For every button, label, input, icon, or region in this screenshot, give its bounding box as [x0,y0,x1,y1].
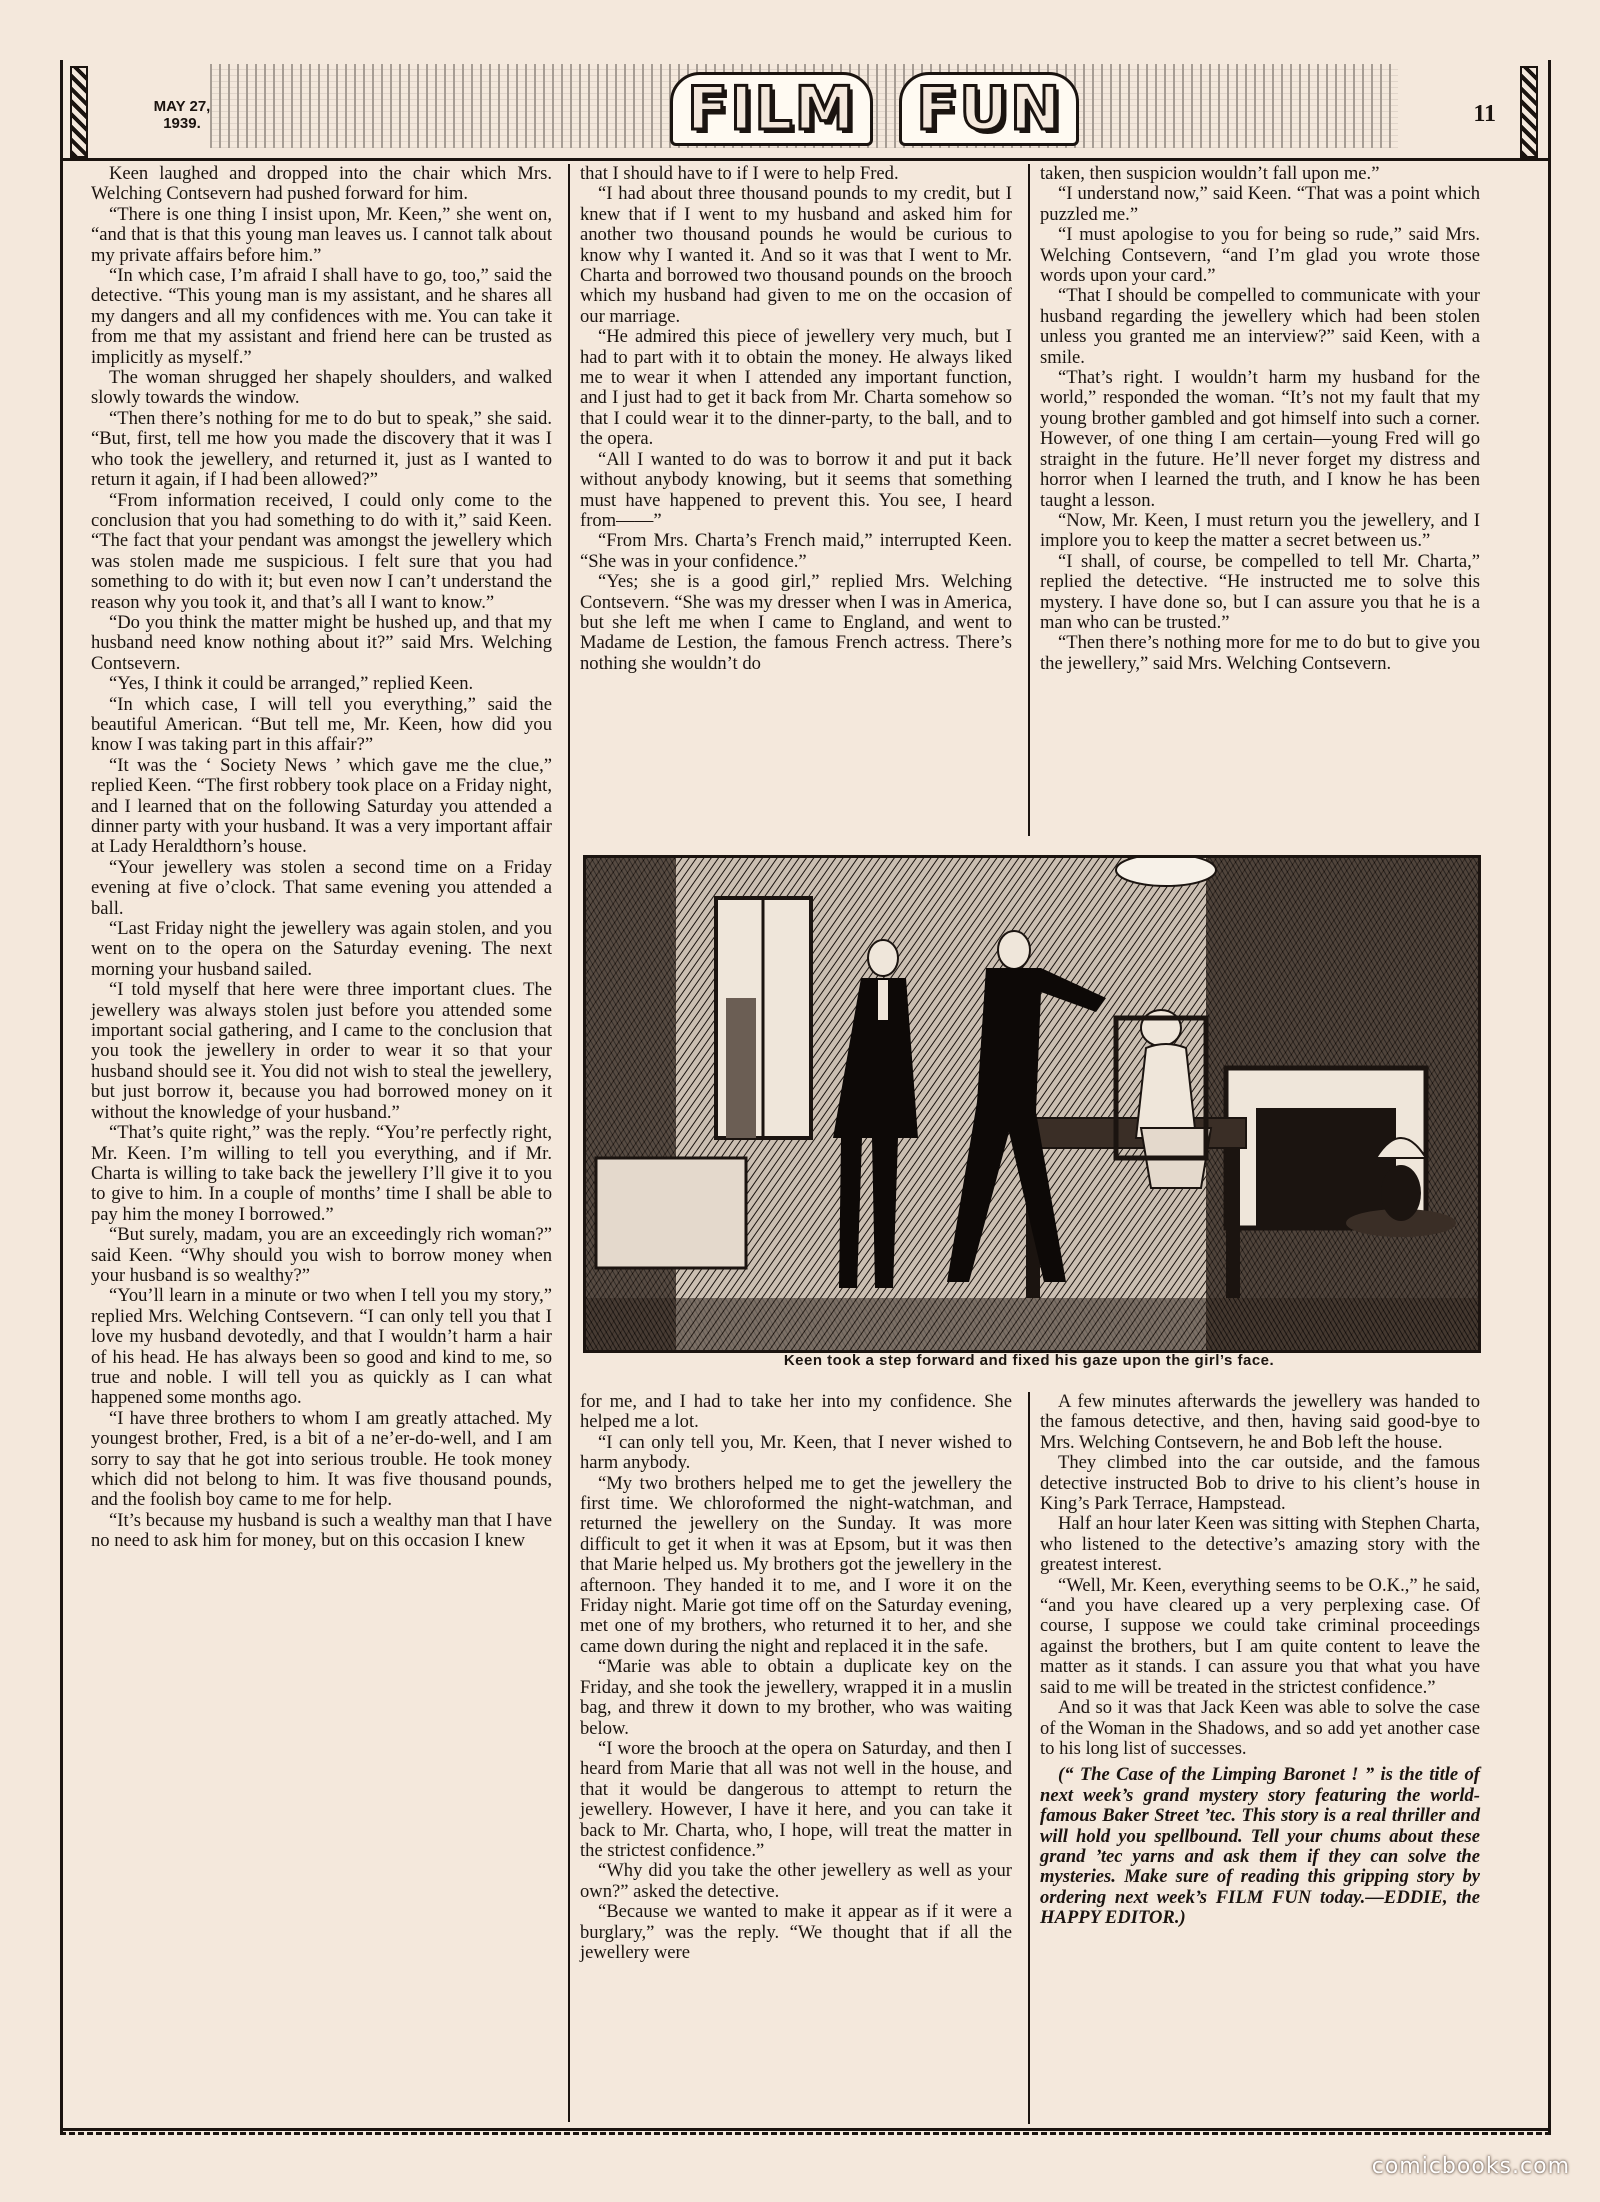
story-paragraph: “But surely, madam, you are an exceedingly rich woman?” said Keen. “Why should you wish to borrow money when your husband is so wealthy?” [91,1224,552,1286]
logo-word-film: FILM [670,72,873,146]
story-paragraph: “That’s right. I wouldn’t harm my husband for the world,” responded the woman. “It’s not my fault that my young brother gambled and got himself into such a corner. However, of one thing I am certain—young Fred will go straight in the future. He’ll never forget my distress and horror when I learned the truth, and I know he has been taught a lesson. [1040,367,1480,511]
story-paragraph: “Yes; she is a good girl,” replied Mrs. Welching Contsevern. “She was my dresser when I was in America, but she left me when I came to England, and went to Madame de Lestion, the famous French actress. There’s nothing she wouldn’t do [580,571,1012,674]
story-paragraph: “I can only tell you, Mr. Keen, that I never wished to harm anybody. [580,1431,1012,1474]
story-paragraph: A few minutes afterwards the jewellery was handed to the famous detective, and then, having said good-bye to Mrs. Welching Contsevern, he and Bob left the house. [1040,1391,1480,1453]
story-paragraph: taken, then suspicion wouldn’t fall upon me.” [1040,163,1380,184]
logo-word-fun: FUN [899,72,1079,146]
story-paragraph: “I shall, of course, be compelled to tell Mr. Charta,” replied the detective. “He instructed me to solve this mystery. I have done so, but I can assure you that he is a man who can be trusted.” [1040,550,1480,633]
story-paragraph: “That I should be compelled to communicate with your husband regarding the jewellery which had been stolen unless you granted me an interview?” said Keen, with a smile. [1040,285,1480,368]
illustration-caption: Keen took a step forward and fixed his gaze upon the girl’s face. [783,1352,1275,1369]
story-paragraph: “Your jewellery was stolen a second time on a Friday evening at five o’clock. That same evening you attended a ball. [91,856,552,919]
story-paragraph: “Why did you take the other jewellery as well as your own?” asked the detective. [580,1860,1012,1902]
issue-date-line1: MAY 27, [153,98,211,115]
story-paragraph: “Last Friday night the jewellery was again stolen, and you went on to the opera on the Saturday evening. The next morning your husband sailed. [91,918,552,980]
story-paragraph: “Now, Mr. Keen, I must return you the jewellery, and I implore you to keep the matter a secret between us.” [1040,509,1480,552]
story-paragraph: “There is one thing I insist upon, Mr. Keen,” she went on, “and that is that this young man leaves us. I cannot talk about my private affairs before him.” [91,203,552,266]
issue-date [122,98,242,132]
story-paragraph: “I had about three thousand pounds to my credit, but I knew that if I went to my husband and asked him for another two thousand pounds he would be curious to know why I wanted it. And so it was that I went to Mr. Charta and borrowed two thousand pounds on the brooch which my husband had given to me on the occasion of our marriage. [580,183,1012,327]
story-paragraph: The woman shrugged her shapely shoulders, and walked slowly towards the window. [91,367,552,409]
story-paragraph: “That’s quite right,” was the reply. “You’re perfectly right, Mr. Keen. I’m willing to tell you everything, and if Mr. Charta is willing to take back the jewellery I’ll give it to you to give to him. In a couple of months’ time I shall be able to pay him the money I borrowed.” [91,1122,552,1225]
story-paragraph: “You’ll learn in a minute or two when I tell you my story,” replied Mrs. Welching Contsevern. “I can only tell you that I love my husband devotedly, and that I wouldn’t harm a hair of his head. He has always been so good and kind to me, so true and noble. I will tell you as quickly as I can what happened some months ago. [91,1285,552,1409]
story-paragraph: “It’s because my husband is such a wealthy man that I have no need to ask him for money, but on this occasion I knew [91,1509,552,1552]
issue-date-line2: 1939. [163,115,201,132]
story-paragraph: “Because we wanted to make it appear as if it were a burglary,” was the reply. “We thought that if all the jewellery were [580,1901,1012,1963]
story-paragraph: “I must apologise to you for being so rude,” said Mrs. Welching Contsevern, “and I’m glad you wrote those words upon your card.” [1040,224,1480,287]
story-paragraph: “Then there’s nothing for me to do but to speak,” she said. “But, first, tell me how you made the discovery that it was I who took the jewellery, and returned it, just as I wanted to return it again, if I had been allowed?” [91,407,552,491]
story-column-3-bottom [1040,1392,1480,1929]
story-paragraph: “Then there’s nothing more for me to do but to give you the jewellery,” said Mrs. Welching Contsevern. [1040,632,1480,674]
story-column-2-top [580,164,1012,674]
story-column-2-bottom [580,1392,1012,1963]
story-paragraph: “Do you think the matter might be hushed up, and that my husband need know nothing about it?” said Mrs. Welching Contsevern. [91,611,552,674]
story-paragraph: “All I wanted to do was to borrow it and put it back without anybody knowing, but it seems that something must have happened to prevent this. You see, I heard from——” [580,448,1012,531]
story-paragraph: “I have three brothers to whom I am greatly attached. My youngest brother, Fred, is a bit of a ne’er-do-well, and I am sorry to say that he got into serious trouble. He took money which did not belong to him. It was five thousand pounds, and the foolish boy came to me for help. [91,1407,552,1511]
story-paragraph: “He admired this piece of jewellery very much, but I had to part with it to obtain the money. He always liked me to wear it when I attended any important function, and I just had to get it back from Mr. Charta somehow so that I could wear it to the dinner-party, to the ball, and to the opera. [580,326,1012,450]
story-illustration [583,855,1481,1353]
story-paragraph: “From information received, I could only come to the conclusion that you had something to do with it,” said Keen. “The fact that your pendant was amongst the jewellery which was stolen made me suspicious. I felt sure that you had something to do with it; but even now I can’t understand the reason why you took it, and that’s all I want to know.” [91,489,552,613]
story-paragraph: “Well, Mr. Keen, everything seems to be O.K.,” he said, “and you have cleared up a very perplexing case. Of course, I suppose we could take criminal proceedings against the brothers, but I am quite content to leave the matter as it stands. I can assure you that what you have said to me will be treated in the strictest confidence.” [1040,1574,1480,1698]
illustration-drawing [586,858,1478,1350]
column-divider [568,164,570,2122]
bottom-border [60,2128,1548,2131]
story-paragraph: “I understand now,” said Keen. “That was a point which puzzled me.” [1040,183,1480,225]
story-column-3-top [1040,164,1480,674]
story-paragraph: “In which case, I will tell you everything,” said the beautiful American. “But tell me, Mr. Keen, how did you know I was taking part in this affair?” [91,693,552,756]
masthead [60,58,1548,161]
column-divider [1028,164,1030,836]
story-paragraph: And so it was that Jack Keen was able to solve the case of the Woman in the Shadows, and so add yet another case to his long list of successes. [1040,1697,1480,1759]
story-paragraph: “I wore the brooch at the opera on Saturday, and then I heard from Marie that all was not well in the house, and that it would be dangerous to attempt to return the jewellery. However, I have it here, and you can take it back to Mr. Charta, who, I hope, will treat the matter in the strictest confidence.” [580,1737,1012,1861]
editor-note: (“ The Case of the Limping Baronet ! ” is the title of next week’s grand mystery story featuring the world-famous Baker Street ’tec. This story is a real thriller and will hold you spellbound. Tell your chums about these grand ’tec yarns and ask them if they can solve the mysteries. Make sure of reading this gripping story by ordering next week’s FILM FUN today.—EDDIE, the HAPPY EDITOR.) [1040,1764,1480,1929]
story-paragraph: “From Mrs. Charta’s French maid,” interrupted Keen. “She was in your confidence.” [580,530,1012,572]
site-watermark: comicbooks.com [1371,2154,1570,2179]
story-paragraph: “I told myself that here were three important clues. The jewellery was always stolen just before you attended some important social gathering, and I came to the conclusion that you took the jewellery in order to wear it so that your husband should see it. You did not wish to steal the jewellery, but just borrow it, because you had borrowed money on it without the knowledge of your husband.” [91,979,552,1123]
story-paragraph: Keen laughed and dropped into the chair which Mrs. Welching Contsevern had pushed forward for him. [91,163,552,205]
barber-pole-left-icon [70,66,88,158]
story-paragraph: “Yes, I think it could be arranged,” replied Keen. [109,673,474,695]
barber-pole-right-icon [1520,66,1538,158]
column-divider [1028,1392,1030,2124]
story-paragraph: for me, and I had to take her into my confidence. She helped me a lot. [580,1391,1012,1433]
story-column-1 [91,164,552,1552]
story-paragraph: that I should have to if I were to help Fred. [580,163,899,184]
page-number: 11 [1473,101,1496,127]
film-fun-logo [670,72,1079,146]
story-paragraph: “My two brothers helped me to get the jewellery the first time. We chloroformed the night-watchman, and returned the jewellery on the Sunday. It was more difficult to get it when it was at Epsom, but it was then that Marie helped us. My brothers got the jewellery in the afternoon. They handed it to me, and I wore it on the Friday night. Marie got time off on the Saturday evening, met one of my brothers, who returned it to her, and she came down during the night and replaced it in the safe. [580,1472,1012,1657]
story-paragraph: Half an hour later Keen was sitting with Stephen Charta, who listened to the detective’s amazing story with the greatest interest. [1040,1513,1480,1576]
story-paragraph: “Marie was able to obtain a duplicate key on the Friday, and she took the jewellery, wrapped it in a muslin bag, and threw it down to my brother, who was waiting below. [580,1656,1012,1739]
story-paragraph: “In which case, I’m afraid I shall have to go, too,” said the detective. “This young man is my assistant, and he shares all my dangers and all my confidences with me. You can take it from me that my assistant and friend here can be trusted as implicitly as myself.” [91,265,552,368]
story-paragraph: “It was the ‘ Society News ’ which gave me the clue,” replied Keen. “The first robbery took place on a Friday night, and I learned that on the following Saturday you attended a dinner party with your husband. It was a very important affair at Lady Heraldthorn’s house. [91,754,552,858]
story-paragraph: They climbed into the car outside, and the famous detective instructed Bob to drive to his client’s house in King’s Park Terrace, Hampstead. [1040,1452,1480,1515]
